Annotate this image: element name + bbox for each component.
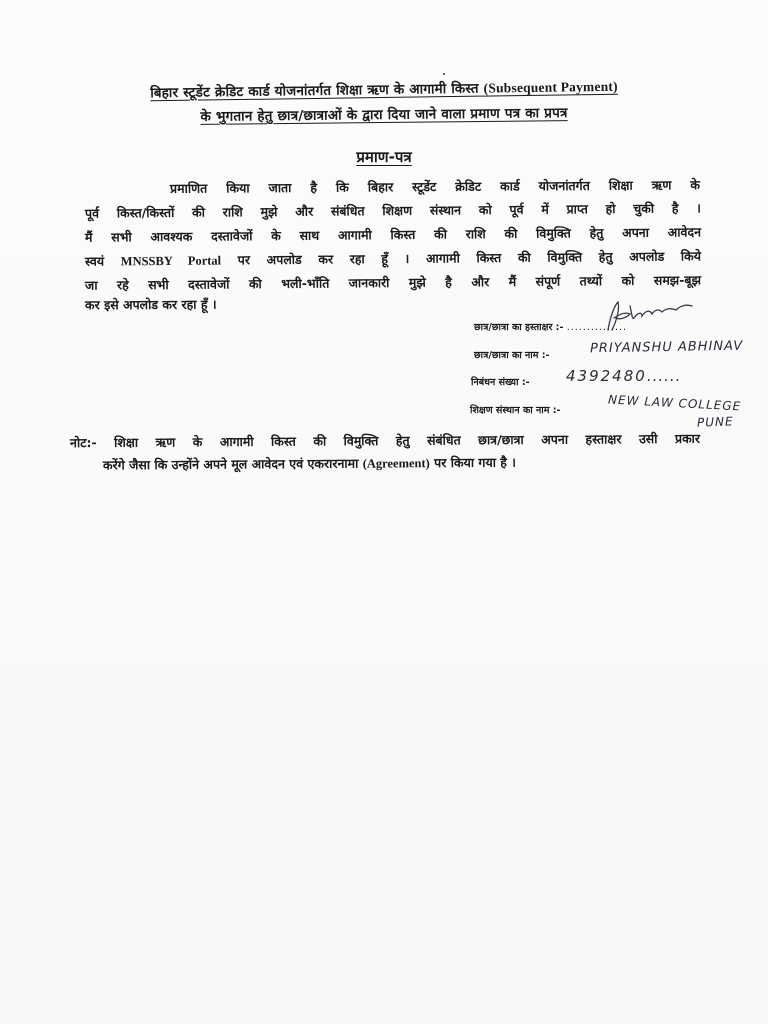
ink-speck xyxy=(443,73,445,75)
certificate-line-3: मैं सभी आवश्यक दस्तावेजों के साथ आगामी किस्त की राशि की विमुक्ति हेतु अपना आवेदन xyxy=(84,224,702,245)
signature-label: छात्र/छात्रा का हस्ताक्षर :- xyxy=(474,322,564,333)
note-line-1: नोट:- शिक्षा ऋण के आगामी किस्त की विमुक्ति हेतु संबंधित छात्र/छात्रा अपना हस्ताक्षर उसी प्रकार xyxy=(69,430,701,451)
institute-field xyxy=(470,403,560,416)
registration-dots: ...... xyxy=(646,367,682,385)
header-line-2: के भुगतान हेतु छात्र/छात्राओं के द्वारा दिया जाने वाला प्रमाण पत्र का प्रपत्र xyxy=(200,105,568,125)
certificate-line-4-rest: रहा हूँ । आगामी किस्त की विमुक्ति हेतु अपलोड किये xyxy=(349,248,702,267)
registration-field xyxy=(471,375,530,388)
header-line-1-latin: (Subsequent Payment) xyxy=(483,78,618,96)
certificate-line-4-prefix: स्वयं xyxy=(84,253,105,269)
certificate-title: प्रमाण-पत्र xyxy=(356,148,412,166)
header-line-1 xyxy=(0,75,768,104)
name-label: छात्र/छात्रा का नाम :- xyxy=(474,350,550,361)
certificate-line-4-mid: पर अपलोड कर xyxy=(237,251,334,268)
certificate-line-2: पूर्व किस्त/किस्तों की राशि मुझे और संबंधित शिक्षण संस्थान को पूर्व में प्राप्त हो चुकी है । xyxy=(84,200,702,221)
signature-field xyxy=(474,320,627,333)
institute-value-line-2: PUNE xyxy=(696,414,734,430)
institute-value-line-1: NEW LAW COLLEGE xyxy=(607,392,742,414)
note-line-2-latin: (Agreement) xyxy=(362,456,430,471)
certificate-line-4-portal: MNSSBY Portal xyxy=(120,253,222,269)
registration-value: 4392480 xyxy=(566,367,647,385)
certificate-line-6: कर इसे अपलोड कर रहा हूँ । xyxy=(84,296,217,313)
name-value: PRIYANSHU ABHINAV xyxy=(589,338,744,357)
header-line-1-hindi: बिहार स्टूडेंट क्रेडिट कार्ड योजनांतर्गत शिक्षा ऋण के आगामी किस्त xyxy=(150,80,479,102)
certificate-line-1: प्रमाणित किया जाता है कि बिहार स्टूडेंट क्रेडिट कार्ड योजनांतर्गत शिक्षा ऋण के xyxy=(169,177,701,196)
certificate-line-4 xyxy=(85,247,701,269)
note-line-2 xyxy=(103,454,516,474)
note-line-2-suffix: पर किया गया है । xyxy=(434,454,517,471)
registration-label: निबंधन संख्या :- xyxy=(471,377,530,388)
institute-label: शिक्षण संस्थान का नाम :- xyxy=(470,405,561,416)
note-line-2-prefix: करेंगे जैसा कि उन्होंने अपने मूल आवेदन एवं एकरारनामा xyxy=(102,455,359,473)
name-field xyxy=(474,348,550,361)
signature-dots: ............... xyxy=(566,322,628,333)
registration-value-group xyxy=(566,367,681,385)
certificate-line-5: जा रहे सभी दस्तावेजों की भली-भाँति जानकारी मुझे है और मैं संपूर्ण तथ्यों को समझ-बूझ xyxy=(84,272,702,293)
